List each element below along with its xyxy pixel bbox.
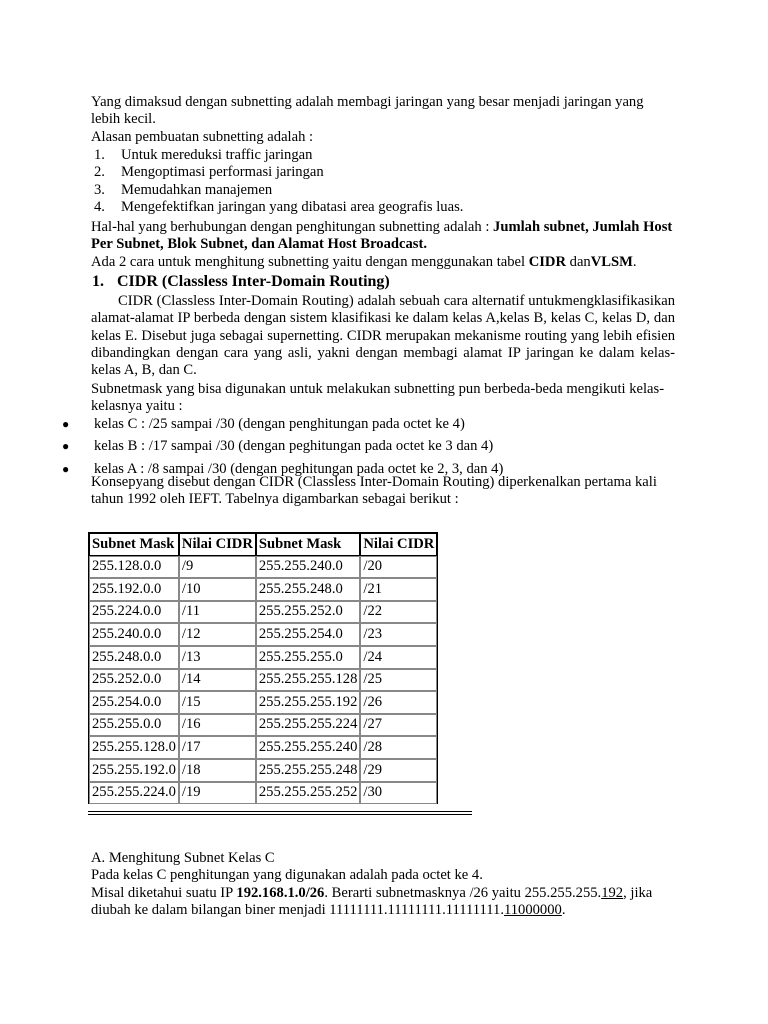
reasons-title: Alasan pembuatan subnetting adalah :	[91, 129, 314, 145]
table-cell: /24	[360, 646, 437, 669]
table-cell: /13	[179, 646, 256, 669]
table-cell: 255.252.0.0	[89, 669, 179, 692]
table-cell: 255.224.0.0	[89, 601, 179, 624]
list-item: 4. Mengefektifkan jaringan yang dibatasi area geografis luas.	[94, 198, 464, 215]
table-cell: 255.255.252.0	[256, 601, 361, 624]
col-header: Nilai CIDR	[360, 533, 437, 556]
table-cell: /25	[360, 669, 437, 692]
table-cell: 255.255.255.192	[256, 691, 361, 714]
table-cell: 255.255.0.0	[89, 714, 179, 737]
table-cell: 255.255.255.128	[256, 669, 361, 692]
table-row	[89, 556, 437, 579]
section-a-title: A. Menghitung Subnet Kelas C	[91, 850, 275, 866]
table-header-row	[89, 533, 437, 556]
table-row	[89, 736, 437, 759]
list-item: ● kelas B : /17 sampai /30 (dengan peghitungan pada octet ke 3 dan 4)	[62, 438, 494, 455]
table-cell: /10	[179, 578, 256, 601]
table-bottom-border	[88, 811, 472, 812]
table-cell: 255.248.0.0	[89, 646, 179, 669]
list-item: ● kelas C : /25 sampai /30 (dengan penghitungan pada octet ke 4)	[62, 416, 465, 432]
table-cell: /9	[179, 556, 256, 579]
table-row	[89, 623, 437, 646]
table-row	[89, 782, 437, 805]
table-cell: 255.255.248.0	[256, 578, 361, 601]
related-paragraph: Hal-hal yang berhubungan dengan penghitungan subnetting adalah : Jumlah subnet, Jumlah Host Per Subnet, Blok Subnet, dan Alamat Host Broadcast.	[91, 219, 673, 253]
reasons-list	[91, 147, 463, 216]
table-cell: /11	[179, 601, 256, 624]
table-row	[89, 759, 437, 782]
table-cell: /27	[360, 714, 437, 737]
class-bullets	[62, 416, 503, 483]
table-cell: /15	[179, 691, 256, 714]
table-cell: /18	[179, 759, 256, 782]
table-cell: 255.255.128.0	[89, 736, 179, 759]
table-row	[89, 646, 437, 669]
table-cell: /29	[360, 759, 437, 782]
table-cell: 255.255.255.224	[256, 714, 361, 737]
table-cell: 255.255.224.0	[89, 782, 179, 805]
table-row	[89, 601, 437, 624]
list-item: 3. Memudahkan manajemen	[94, 181, 273, 198]
table-cell: /20	[360, 556, 437, 579]
table-cell: 255.254.0.0	[89, 691, 179, 714]
table-cell: /19	[179, 782, 256, 805]
table-cell: 255.255.192.0	[89, 759, 179, 782]
table-cell: 255.255.255.0	[256, 646, 361, 669]
table-cell: /17	[179, 736, 256, 759]
list-item: 1. Untuk mereduksi traffic jaringan	[94, 147, 313, 163]
table-cell: /22	[360, 601, 437, 624]
col-header: Nilai CIDR	[179, 533, 256, 556]
subnetmask-paragraph: Subnetmask yang bisa digunakan untuk melakukan subnetting pun berbeda-beda mengikuti kelas-kelasnya yaitu :	[91, 381, 665, 415]
table-bottom-border	[88, 814, 472, 815]
table-cell: /14	[179, 669, 256, 692]
section-a-line: Pada kelas C penghitungan yang digunakan adalah pada octet ke 4.	[91, 867, 483, 883]
section-a-example: Misal diketahui suatu IP 192.168.1.0/26. Berarti subnetmasknya /26 yaitu 255.255.255.192, jika diubah ke dalam bilangan biner menjadi 11111111.11111111.11111111.11000000.	[91, 885, 653, 919]
col-header: Subnet Mask	[256, 533, 361, 556]
table-row	[89, 578, 437, 601]
table-cell: /23	[360, 623, 437, 646]
table-cell: 255.255.254.0	[256, 623, 361, 646]
table-cell: 255.255.255.248	[256, 759, 361, 782]
table-row	[89, 691, 437, 714]
list-item: ● kelas A : /8 sampai /30 (dengan peghitungan pada octet ke 2, 3, dan 4)	[62, 460, 504, 477]
list-item: 2. Mengoptimasi performasi jaringan	[94, 164, 324, 181]
cidr-paragraph: CIDR (Classless Inter-Domain Routing) adalah sebuah cara alternatif untukmengklasifikasikan alamat-alamat IP berbeda dengan sistem klasifikasi ke dalam kelas A,kelas B, kelas C, kelas D, dan kelas E. Disebut juga sebagai supernetting. CIDR merupakan mekanisme routing yang lebih efisien dibandingkan dengan cara yang asli, yakni dengan membagi alamat IP jaringan ke dalam kelas-kelas A, B, dan C.	[91, 293, 675, 379]
table-cell: 255.128.0.0	[89, 556, 179, 579]
col-header: Subnet Mask	[89, 533, 179, 556]
table-row	[89, 669, 437, 692]
table-cell: 255.255.255.252	[256, 782, 361, 805]
intro-definition: Yang dimaksud dengan subnetting adalah membagi jaringan yang besar menjadi jaringan yang lebih kecil.	[91, 94, 644, 128]
history-paragraph: Konsepyang disebut dengan CIDR (Classless Inter-Domain Routing) diperkenalkan pertama kali tahun 1992 oleh IEFT. Tabelnya digambarkan sebagai berikut :	[91, 474, 657, 508]
table-cell: /16	[179, 714, 256, 737]
table-row	[89, 714, 437, 737]
table-cell: 255.255.255.240	[256, 736, 361, 759]
table-cell: /26	[360, 691, 437, 714]
table-cell: /12	[179, 623, 256, 646]
table-cell: /30	[360, 782, 437, 805]
table-cell: 255.255.240.0	[256, 556, 361, 579]
cidr-table	[88, 532, 438, 804]
table-cell: /21	[360, 578, 437, 601]
methods-paragraph: Ada 2 cara untuk menghitung subnetting yaitu dengan menggunakan tabel CIDR danVLSM.	[91, 254, 637, 270]
table-cell: 255.240.0.0	[89, 623, 179, 646]
table-cell: /28	[360, 736, 437, 759]
section-heading: 1. CIDR (Classless Inter-Domain Routing)	[92, 273, 390, 290]
table-cell: 255.192.0.0	[89, 578, 179, 601]
